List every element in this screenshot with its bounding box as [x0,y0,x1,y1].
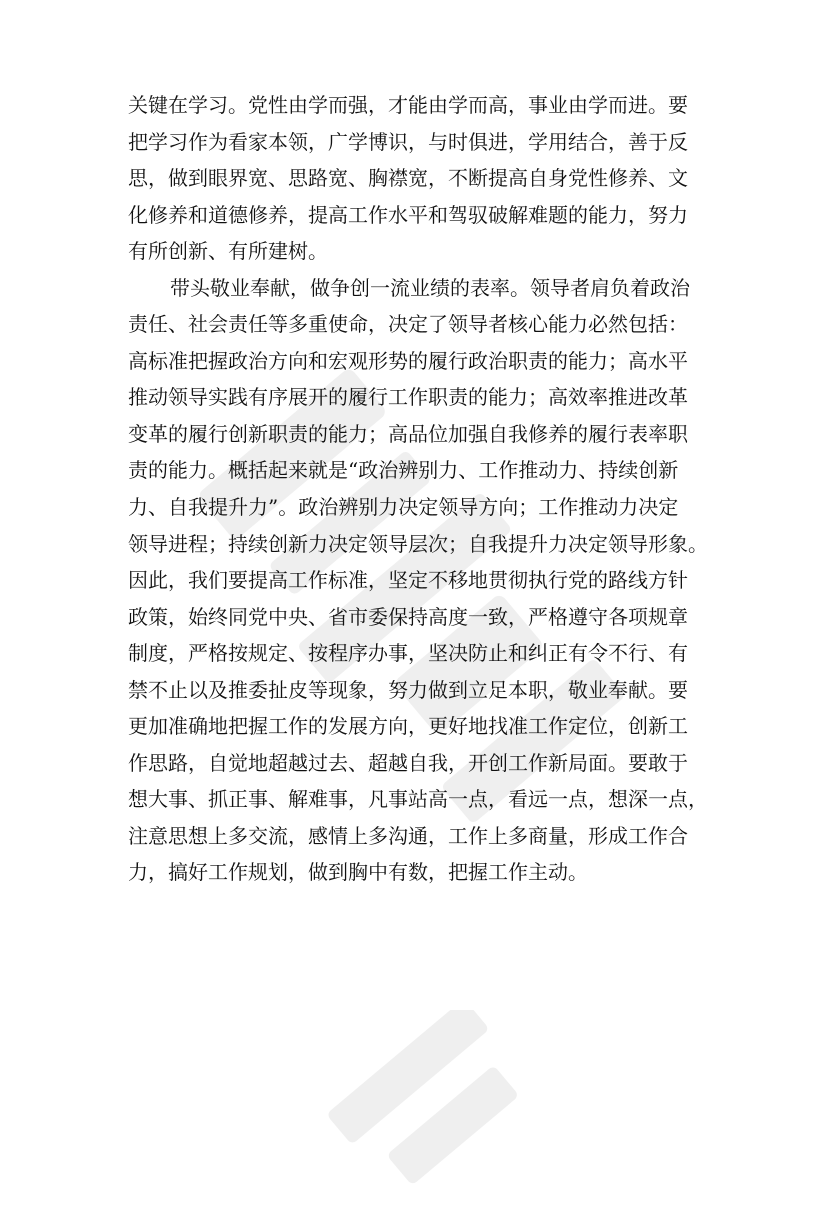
text-line: 带头敬业奉献，做争创一流业绩的表率。领导者肩负着政治 [170,275,690,300]
text-line: 政策，始终同党中央、省市委保持高度一致，严格遵守各项规章 [128,604,688,629]
text-line: 领导进程；持续创新力决定领导层次；自我提升力决定领导形象。 [128,531,708,556]
text-line: 关键在学习。党性由学而强，才能由学而高，事业由学而进。要 [128,93,688,117]
paragraph-2 [128,270,708,891]
text-line: 制度，严格按规定、按程序办事，坚决防止和纠正有令不行、有 [128,641,688,666]
text-line: 因此，我们要提高工作标准，坚定不移地贯彻执行党的路线方针 [128,568,688,593]
text-line: 想大事、抓正事、解难事，凡事站高一点，看远一点，想深一点， [128,787,708,812]
text-line: 把学习作为看家本领，广学博识，与时俱进，学用结合，善于反 [128,129,688,154]
paragraph-1 [128,87,708,270]
text-line: 责的能力。概括起来就是“政治辨别力、工作推动力、持续创新 [128,458,679,483]
text-line: 责任、社会责任等多重使命，决定了领导者核心能力必然包括： [128,312,688,337]
text-line: 禁不止以及推委扯皮等现象，努力做到立足本职，敬业奉献。要 [128,677,688,702]
text-line: 力、自我提升力”。政治辨别力决定领导方向；工作推动力决定 [128,495,679,520]
text-line: 思，做到眼界宽、思路宽、胸襟宽，不断提高自身党性修养、文 [128,166,688,191]
text-line: 力，搞好工作规划，做到胸中有数，把握工作主动。 [128,860,588,885]
text-line: 更加准确地把握工作的发展方向，更好地找准工作定位，创新工 [128,714,688,739]
text-line: 变革的履行创新职责的能力；高品位加强自我修养的履行表率职 [128,421,688,446]
watermark-graphic-bottom [260,1010,620,1210]
text-line: 推动领导实践有序展开的履行工作职责的能力；高效率推进改革 [128,385,688,410]
text-line: 有所创新、有所建树。 [128,239,328,264]
text-line: 作思路，自觉地超越过去、超越自我，开创工作新局面。要敢于 [128,750,688,775]
text-line: 高标准把握政治方向和宏观形势的履行政治职责的能力；高水平 [128,348,688,373]
text-line: 注意思想上多交流，感情上多沟通，工作上多商量，形成工作合 [128,823,688,848]
body-text [128,87,708,891]
text-line: 化修养和道德修养，提高工作水平和驾驭破解难题的能力，努力 [128,202,688,227]
